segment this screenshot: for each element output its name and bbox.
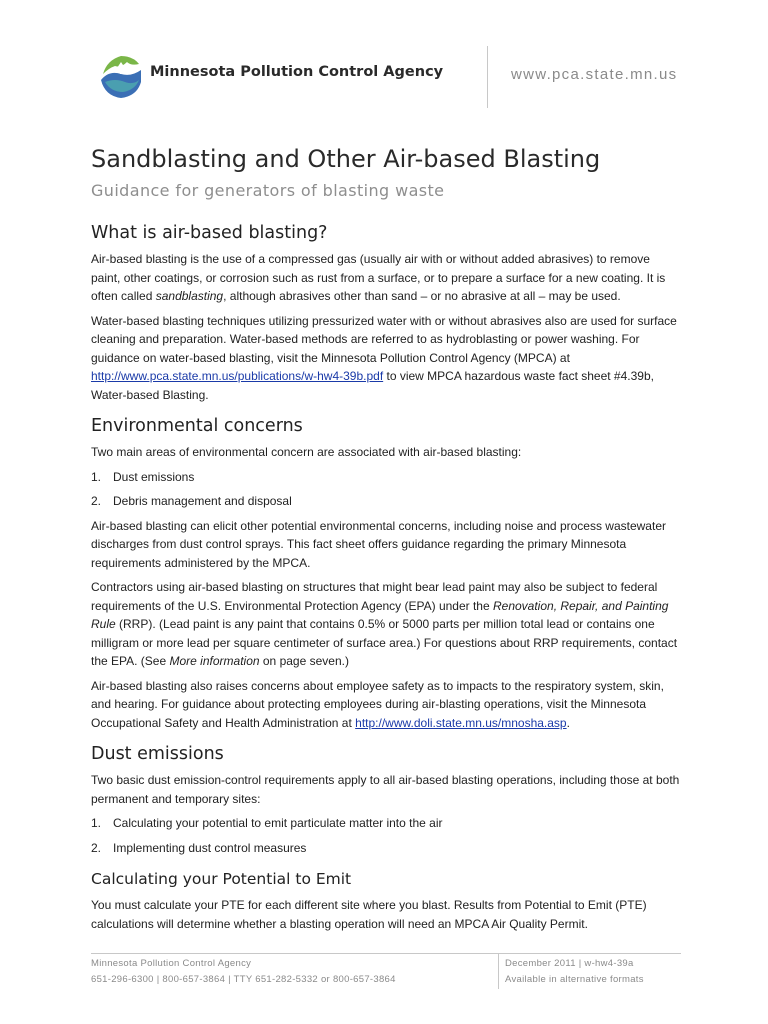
document-body	[91, 220, 681, 939]
paragraph: You must calculate your PTE for each different site where you blast. Results from Potential to Emit (PTE) calculations will determine whether a blasting operation will need an MPCA Air Quality Permit.	[91, 898, 647, 931]
text: Air-based blasting also raises concerns about employee safety as to impacts to the respiratory system, skin, and hearing. For guidance about protecting employees during air-blasting operations, visit the Minnesota Occupational Safety and Health Administration at	[91, 678, 664, 730]
footer-agency: Minnesota Pollution Control Agency	[91, 958, 252, 969]
paragraph	[91, 578, 681, 671]
mnosha-link[interactable]: http://www.doli.state.mn.us/mnosha.asp	[355, 715, 567, 730]
section-heading-pte: Calculating your Potential to Emit	[91, 870, 352, 888]
list-text: Implementing dust control measures	[113, 840, 307, 855]
list-text: Calculating your potential to emit particulate matter into the air	[113, 816, 443, 830]
list-number: 2.	[91, 494, 102, 508]
emphasis: Renovation, Repair, and Painting Rule	[91, 598, 669, 631]
list-number: 2.	[91, 840, 102, 855]
list-item	[91, 814, 681, 833]
section-heading-environmental: Environmental concerns	[91, 416, 303, 436]
page-title: Sandblasting and Other Air-based Blasting	[91, 145, 601, 173]
emphasis: More information	[169, 654, 260, 668]
text: Contractors using air-based blasting on structures that might bear lead paint may also be subject to federal requirements of the U.S. Environmental Protection Agency (EPA) under the	[91, 580, 658, 613]
footer-phones: 651-296-6300 | 800-657-3864 | TTY 651-282-5332 or 800-657-3864	[91, 974, 396, 985]
mpca-logo	[97, 52, 145, 100]
text: .	[566, 715, 570, 730]
text: , although abrasives other than sand – or no abrasive at all – may be used.	[223, 289, 621, 303]
paragraph: Two main areas of environmental concern are associated with air-based blasting:	[91, 445, 522, 459]
header-divider	[487, 46, 488, 108]
paragraph	[91, 312, 681, 405]
list-text: Debris management and disposal	[113, 494, 292, 508]
footer-date-docid: December 2011 | w-hw4-39a	[505, 958, 634, 969]
text: (RRP). (Lead paint is any paint that contains 0.5% or 5000 parts per million total lead or contains one milligram or more lead per square centimeter of surface area.) For questions about RRP requirements, contact the EPA. (See	[91, 617, 678, 668]
paragraph: Air-based blasting can elicit other potential environmental concerns, including noise and process wastewater discharges from dust control sprays. This fact sheet offers guidance regarding the primary Minnesota requirements administered by the MPCA.	[91, 518, 666, 570]
text: Water-based blasting techniques utilizing pressurized water with or without abrasives also are used for surface cleaning and preparation. Water-based methods are referred to as hydroblasting or power washing. For guidance on water-based blasting, visit the Minnesota Pollution Control Agency (MPCA) at	[91, 313, 677, 365]
paragraph	[91, 677, 681, 733]
list-item	[91, 492, 681, 511]
emphasis: sandblasting	[155, 289, 224, 303]
agency-name: Minnesota Pollution Control Agency	[150, 64, 444, 80]
text: Air-based blasting is the use of a compressed gas (usually air with or without added abrasives) to remove paint, other coatings, or corrosion such as rust from a surface, or to prepare a surface for a new coating. It is often called	[91, 252, 666, 303]
footer-divider	[91, 953, 681, 954]
water-blasting-link[interactable]: http://www.pca.state.mn.us/publications/w-hw4-39b.pdf	[91, 369, 384, 383]
list-number: 1.	[91, 816, 102, 830]
list-text: Dust emissions	[113, 469, 195, 484]
list-item	[91, 839, 681, 858]
page-subtitle: Guidance for generators of blasting waste	[91, 181, 445, 200]
footer-vertical-divider	[498, 953, 499, 989]
list-item	[91, 468, 681, 487]
text: on page seven.)	[259, 654, 349, 668]
site-url[interactable]: www.pca.state.mn.us	[511, 66, 678, 83]
footer-formats: Available in alternative formats	[505, 974, 644, 985]
section-heading-what-is: What is air-based blasting?	[91, 223, 328, 243]
section-heading-dust: Dust emissions	[91, 744, 224, 764]
text: to view MPCA hazardous waste fact sheet #4.39b, Water-based Blasting.	[91, 369, 654, 402]
paragraph	[91, 250, 681, 306]
paragraph: Two basic dust emission-control requirements apply to all air-based blasting operations, including those at both permanent and temporary sites:	[91, 773, 680, 806]
list-number: 1.	[91, 469, 102, 484]
